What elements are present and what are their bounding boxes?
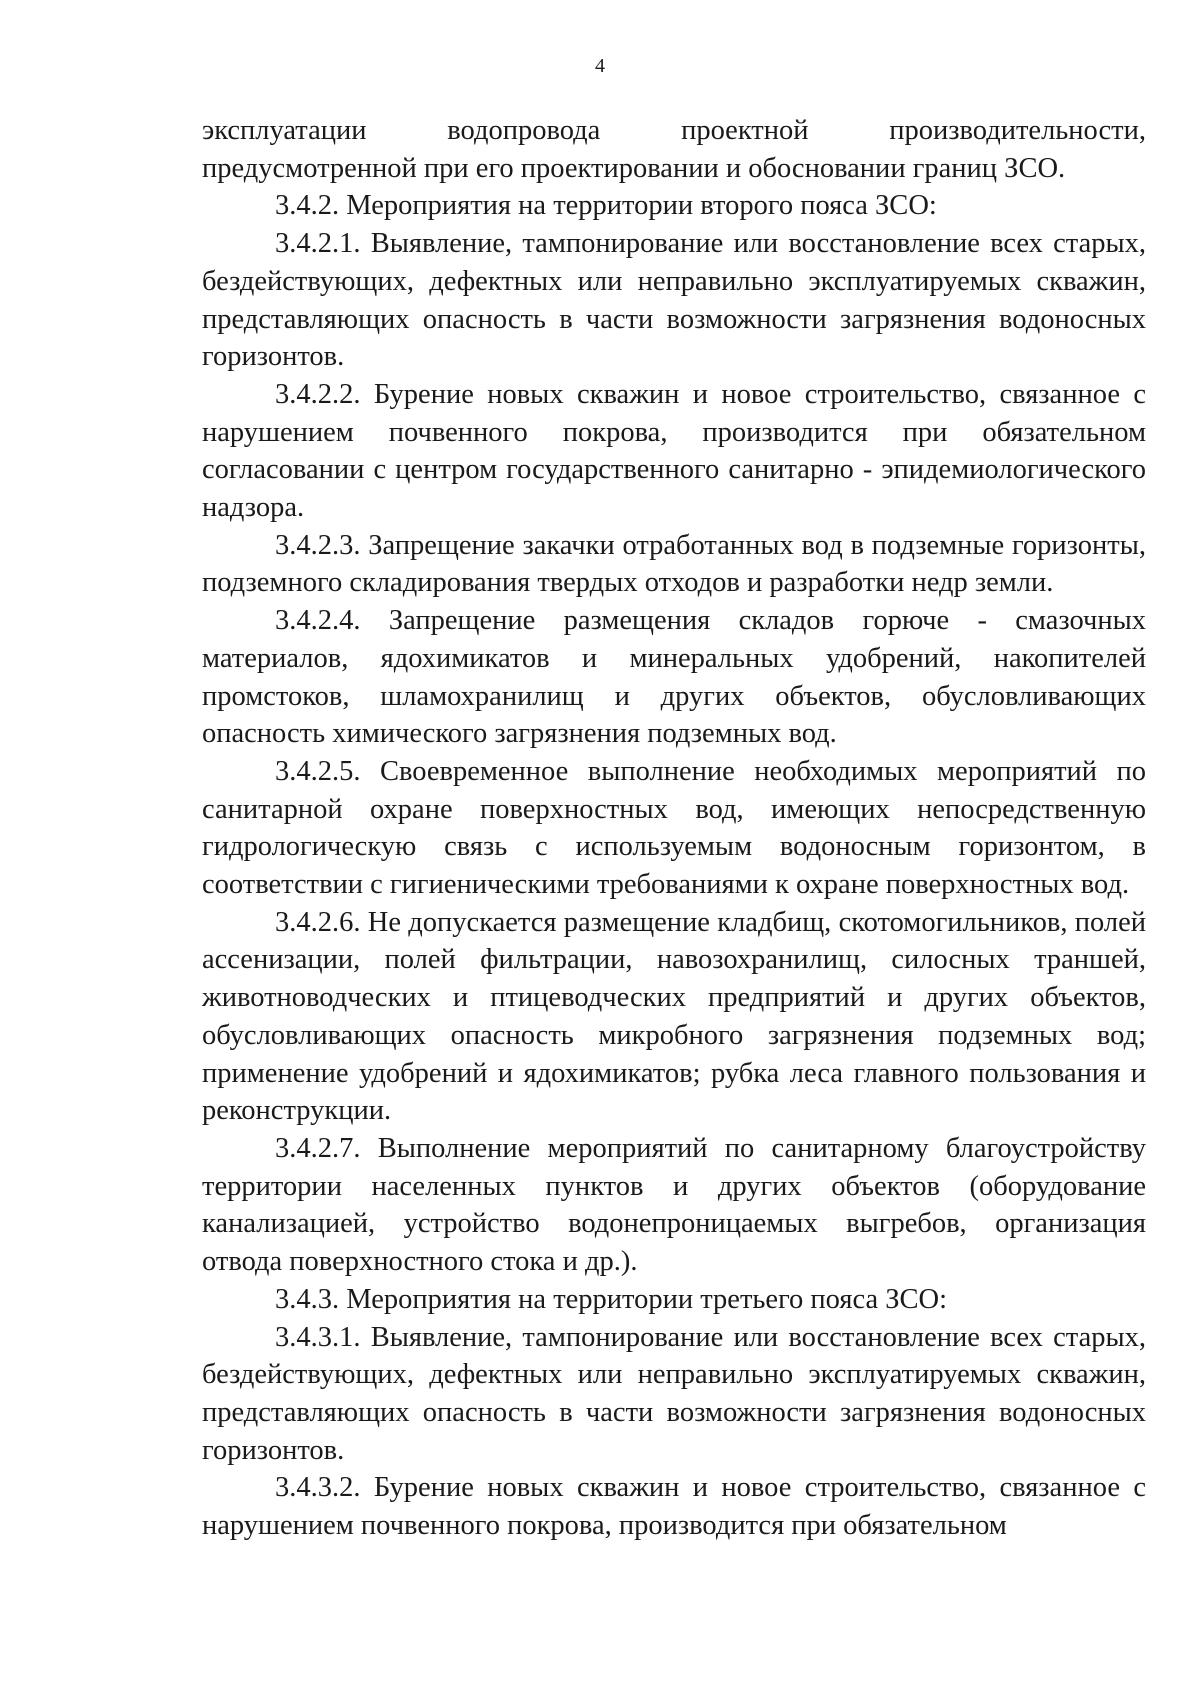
- paragraph-3-4-2-6: 3.4.2.6. Не допускается размещение кладбищ, скотомогильников, полей ассенизации, полей фильтрации, навозохранилищ, силосных траншей, животноводческих и птицеводческих предприятий и других объектов, обусловливающих опасность микробного загрязнения подземных вод; применение удобрений и ядохимикатов; рубка леса главного пользования и реконструкции.: [202, 906, 1146, 1127]
- paragraph-3-4-3-1: 3.4.3.1. Выявление, тампонирование или восстановление всех старых, бездействующих, дефектных или неправильно эксплуатируемых скважин, представляющих опасность в части возможности загрязнения водоносных горизонтов.: [202, 1321, 1146, 1466]
- paragraph-3-4-2-7: 3.4.2.7. Выполнение мероприятий по санитарному благоустройству территории населенных пунктов и других объектов (оборудование канализацией, устройство водонепроницаемых выгребов, организация отвода поверхностного стока и др.).: [202, 1132, 1146, 1278]
- paragraph-continuation: эксплуатации водопровода проектной производительности, предусмотренной при его проектировании и обосновании границ ЗСО.: [202, 115, 1146, 184]
- paragraph-3-4-2-4: 3.4.2.4. Запрещение размещения складов горюче - смазочных материалов, ядохимикатов и минеральных удобрений, накопителей промстоков, шламохранилищ и других объектов, обусловливающих опасность химического загрязнения подземных вод.: [202, 605, 1146, 750]
- paragraph-3-4-3-2: 3.4.3.2. Бурение новых скважин и новое строительство, связанное с нарушением почвенного покрова, производится при обязательном: [202, 1472, 1146, 1542]
- heading-3-4-3: 3.4.3. Мероприятия на территории третьего пояса ЗСО:: [275, 1283, 948, 1315]
- heading-3-4-2: 3.4.2. Мероприятия на территории второго пояса ЗСО:: [275, 190, 937, 222]
- document-body: [202, 112, 1146, 1545]
- page-number: 4: [595, 55, 605, 77]
- paragraph-3-4-2-5: 3.4.2.5. Своевременное выполнение необходимых мероприятий по санитарной охране поверхностных вод, имеющих непосредственную гидрологическую связь с используемым водоносным горизонтом, в соответствии с гигиеническими требованиями к охране поверхностных вод.: [202, 755, 1146, 901]
- paragraph-3-4-2-1: 3.4.2.1. Выявление, тампонирование или восстановление всех старых, бездействующих, дефектных или неправильно эксплуатируемых скважин, представляющих опасность в части возможности загрязнения водоносных горизонтов.: [202, 228, 1146, 373]
- paragraph-3-4-2-2: 3.4.2.2. Бурение новых скважин и новое строительство, связанное с нарушением почвенного покрова, производится при обязательном согласовании с центром государственного санитарно - эпидемиологического надзора.: [202, 378, 1146, 524]
- paragraph-3-4-2-3: 3.4.2.3. Запрещение закачки отработанных вод в подземные горизонты, подземного складирования твердых отходов и разработки недр земли.: [202, 529, 1146, 599]
